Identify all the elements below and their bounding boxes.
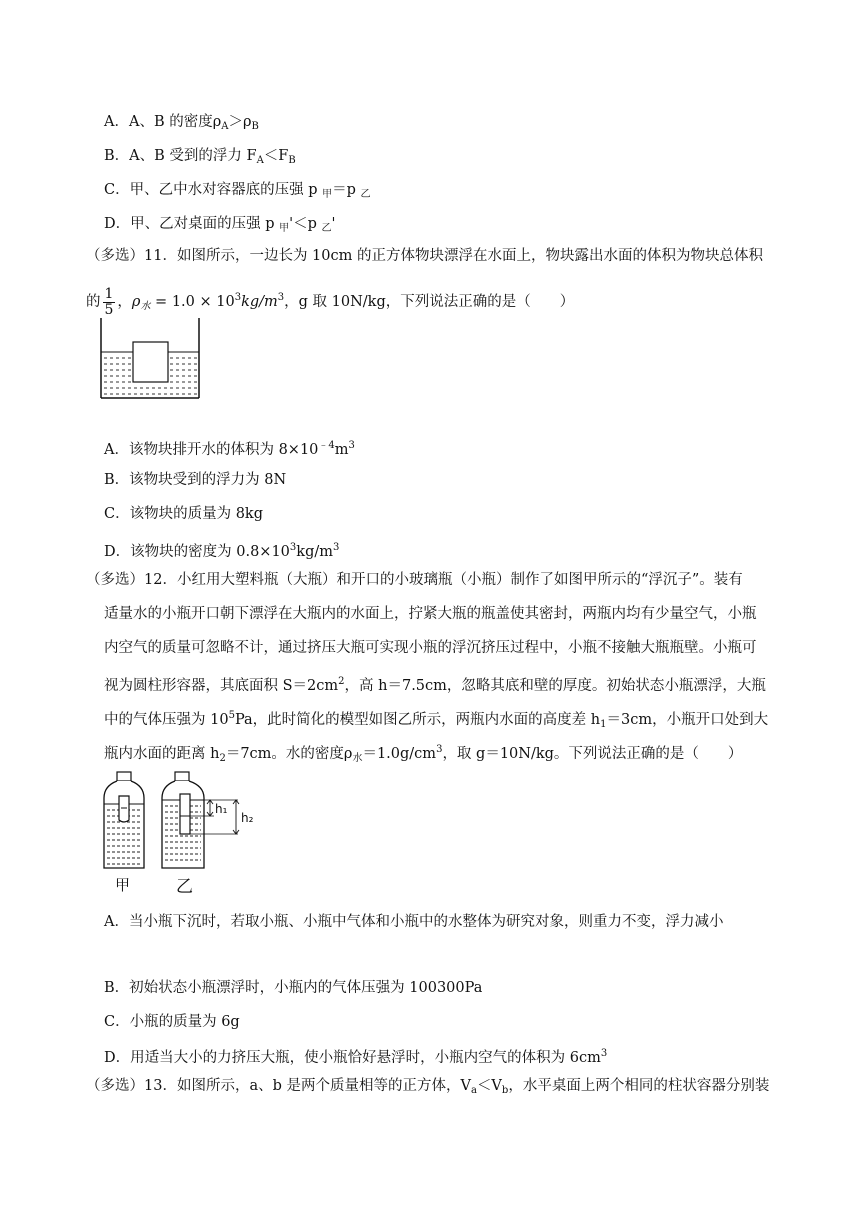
- figure-label-yi: 乙: [176, 877, 193, 897]
- q11-stem-line2: 的 $\frac{1}{5}$ ，$\rho_水 = 1.0 \times 10^3kg/m^3$，g 取 10N/kg，下列说法正确的是（ ）: [86, 285, 575, 318]
- bottle-jia: [104, 772, 144, 868]
- q13-stem-line1: （多选）13．如图所示，a、b 是两个质量相等的正方体，$V_a<V_b$，水平桌面上两个相同的柱状容器分别装: [86, 1078, 770, 1096]
- q10-option-c: C．甲、乙中水对容器底的压强 p $_甲$＝p $_乙$: [104, 182, 371, 200]
- small-bottle-yi: [180, 794, 190, 834]
- q10-option-a: A．A、B 的密度$\rho_A>\rho_B$: [104, 114, 259, 132]
- h1-label: h₁: [215, 802, 228, 816]
- q11-stem-line1: （多选）11．如图所示，一边长为 10cm 的正方体物块漂浮在水面上，物块露出水面的体积为物块总体积: [86, 248, 763, 264]
- q10-option-d: D．甲、乙对桌面的压强 p $_甲$'＜p $_乙$': [104, 216, 336, 234]
- q11-option-a: A．该物块排开水的体积为 $8\times 10^{﹣4}m^3$: [104, 440, 355, 458]
- q12-option-c: C．小瓶的质量为 6g: [104, 1014, 240, 1030]
- q12-stem-line4: 视为圆柱形容器，其底面积 $S=2cm^2$，高 h＝7.5cm，忽略其底和壁的厚度。初始状态小瓶漂浮，大瓶: [104, 676, 766, 694]
- cartesian-diver-figure: [98, 770, 258, 898]
- floating-block-figure: [100, 318, 202, 400]
- fraction: $\frac{1}{5}$: [104, 285, 114, 318]
- q12-stem-line3: 内空气的质量可忽略不计，通过挤压大瓶可实现小瓶的浮沉挤压过程中，小瓶不接触大瓶瓶壁。小瓶可: [104, 640, 757, 656]
- q12-option-a: A．当小瓶下沉时，若取小瓶、小瓶中气体和小瓶中的水整体为研究对象，则重力不变，浮力减小: [104, 914, 724, 930]
- q12-stem-line6: 瓶内水面的距离 $h_2=7cm$。水的密度$\rho_水=1.0g/cm^3$，取 g＝10N/kg。下列说法正确的是（ ）: [104, 744, 743, 764]
- figure-label-jia: 甲: [115, 876, 131, 894]
- q12-option-b: B．初始状态小瓶漂浮时，小瓶内的气体压强为 100300Pa: [104, 980, 483, 996]
- bottle-yi: [162, 772, 239, 868]
- small-bottle-jia: [119, 796, 129, 822]
- q12-stem-line1: （多选）12．小红用大塑料瓶（大瓶）和开口的小玻璃瓶（小瓶）制作了如图甲所示的“浮沉子”。装有: [86, 572, 743, 588]
- q10-option-b: B．A、B 受到的浮力 $F_A<F_B$: [104, 148, 296, 166]
- q12-stem-line5: 中的气体压强为 $10^5Pa$，此时简化的模型如图乙所示，两瓶内水面的高度差 $h_1=3cm$，小瓶开口处到大: [104, 710, 769, 730]
- q11-option-c: C．该物块的质量为 8kg: [104, 506, 263, 522]
- q11-option-b: B．该物块受到的浮力为 8N: [104, 472, 287, 488]
- q12-stem-line2: 适量水的小瓶开口朝下漂浮在大瓶内的水面上，拧紧大瓶的瓶盖使其密封，两瓶内均有少量空气，小瓶: [104, 606, 757, 622]
- cube-block: [133, 342, 168, 382]
- q12-option-d: D．用适当大小的力挤压大瓶，使小瓶恰好悬浮时，小瓶内空气的体积为 $6cm^3$: [104, 1048, 608, 1066]
- h2-label: h₂: [241, 811, 254, 825]
- q11-option-d: D．该物块的密度为 $0.8\times 10^3kg/m^3$: [104, 542, 340, 560]
